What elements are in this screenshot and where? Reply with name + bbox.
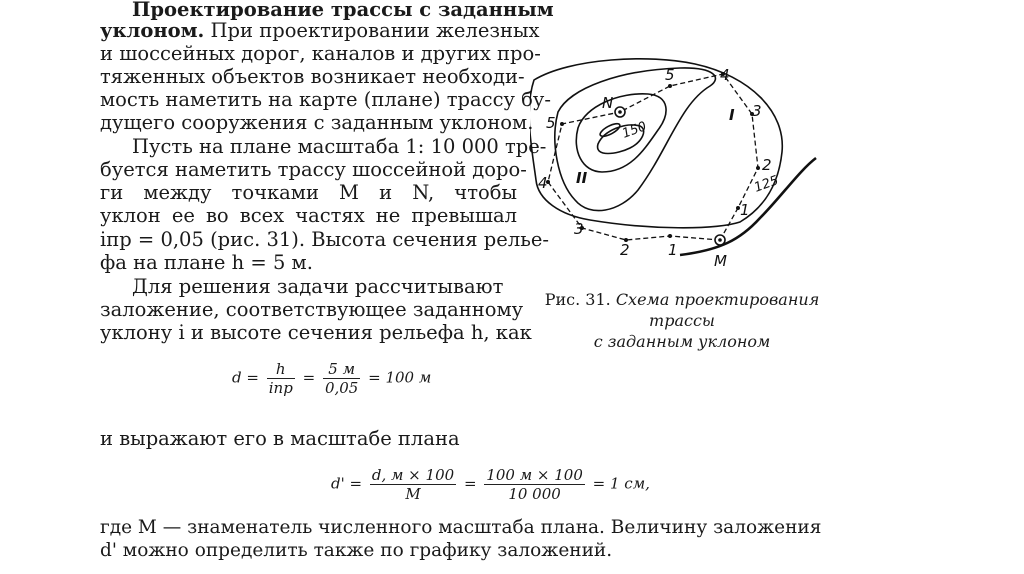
formula-dprime-eq: = <box>463 474 477 493</box>
formula-dprime-rhs: = 1 см, <box>592 474 650 493</box>
contour-figure <box>530 50 820 275</box>
para1-line5: дущего сооружения с заданным уклоном. <box>100 111 534 134</box>
label-N: N <box>602 94 614 112</box>
caption-fig-number: Рис. 31. <box>544 290 611 309</box>
heading-text: Проектирование трассы с заданным <box>132 0 554 21</box>
label-2-right: 2 <box>762 156 772 174</box>
para2-line1: Пусть на плане масштаба 1: 10 000 тре- <box>132 135 547 158</box>
label-150: 150 <box>620 119 649 142</box>
label-2-bottom: 2 <box>620 241 630 259</box>
formula-dprime-frac1 <box>370 466 456 503</box>
para2-line3: ги между точками M и N, чтобы <box>100 181 517 204</box>
label-1-right: 1 <box>740 201 750 219</box>
formula-dprime-frac1-num: d, м × 100 <box>371 466 455 484</box>
formula-d-frac2 <box>323 360 360 397</box>
heading-text-2: уклоном. <box>100 19 205 42</box>
formula-d-lhs: d = <box>232 368 259 387</box>
para2-line2: буется наметить трассу шоссейной доро- <box>100 158 527 181</box>
para5-line1: где M — знаменатель численного масштаба плана. Величину заложения <box>100 517 822 538</box>
formula-d-frac2-den: 0,05 <box>324 379 359 397</box>
para1-line4: мость наметить на карте (плане) трассу бу- <box>100 88 551 111</box>
formula-dprime-frac1-den: M <box>405 485 421 503</box>
para2-line4: уклон ее во всех частях не превышал <box>100 204 517 227</box>
formula-dprime-frac2 <box>484 466 585 503</box>
label-roman-I: I <box>729 106 735 124</box>
contour-peak <box>598 121 621 138</box>
para3-line2: заложение, соответствующее заданному <box>100 298 524 321</box>
heading-line-1 <box>132 0 554 21</box>
para1-line1: При проектировании железных <box>210 19 540 42</box>
route-line-I <box>620 74 758 240</box>
para2-line5: iпр = 0,05 (рис. 31). Высота сечения релье- <box>100 228 549 251</box>
formula-d-frac1-num: h <box>267 360 295 379</box>
label-1-bottom: 1 <box>668 241 678 259</box>
formula-dprime <box>331 466 650 503</box>
label-M: M <box>714 252 727 270</box>
label-5-left: 5 <box>546 114 556 132</box>
label-4-right: 4 <box>720 66 730 84</box>
formula-d-frac1-den: iпр <box>268 379 293 397</box>
label-125: 125 <box>752 173 781 196</box>
formula-d-rhs: = 100 м <box>368 368 432 387</box>
para3-line3: уклону i и высоте сечения рельефа h, как <box>100 321 532 344</box>
label-4-left: 4 <box>538 174 548 192</box>
figure-caption <box>532 289 832 352</box>
label-roman-II: II <box>576 169 588 187</box>
formula-d <box>232 360 431 397</box>
para1-line2: и шоссейных дорог, каналов и других про- <box>100 42 541 65</box>
label-3-right: 3 <box>752 102 762 120</box>
formula-d-eq: = <box>302 368 316 387</box>
caption-title-1: Схема проектирования <box>615 290 820 309</box>
caption-title-2: трассы <box>649 311 715 330</box>
formula-dprime-lhs: d' = <box>331 474 363 493</box>
label-3-left: 3 <box>574 220 584 238</box>
para3-line1: Для решения задачи рассчитывают <box>132 275 504 298</box>
para4: и выражают его в масштабе плана <box>100 427 460 450</box>
formula-d-frac2-num: 5 м <box>323 360 360 379</box>
para2-line6: фа на плане h = 5 м. <box>100 251 313 274</box>
para1-line3: тяженных объектов возникает необходи- <box>100 65 525 88</box>
caption-line-1 <box>532 289 832 310</box>
formula-d-frac1 <box>267 360 295 397</box>
label-5-top: 5 <box>665 66 675 84</box>
para5-line2: d' можно определить также по графику заложений. <box>100 540 613 561</box>
caption-title-3: с заданным уклоном <box>593 332 771 351</box>
caption-line-3 <box>532 331 832 352</box>
caption-line-2 <box>532 310 832 331</box>
contour-middle <box>555 68 716 211</box>
text-line-2 <box>100 19 540 42</box>
formula-dprime-frac2-den: 10 000 <box>508 485 561 503</box>
formula-dprime-frac2-num: 100 м × 100 <box>486 466 583 484</box>
